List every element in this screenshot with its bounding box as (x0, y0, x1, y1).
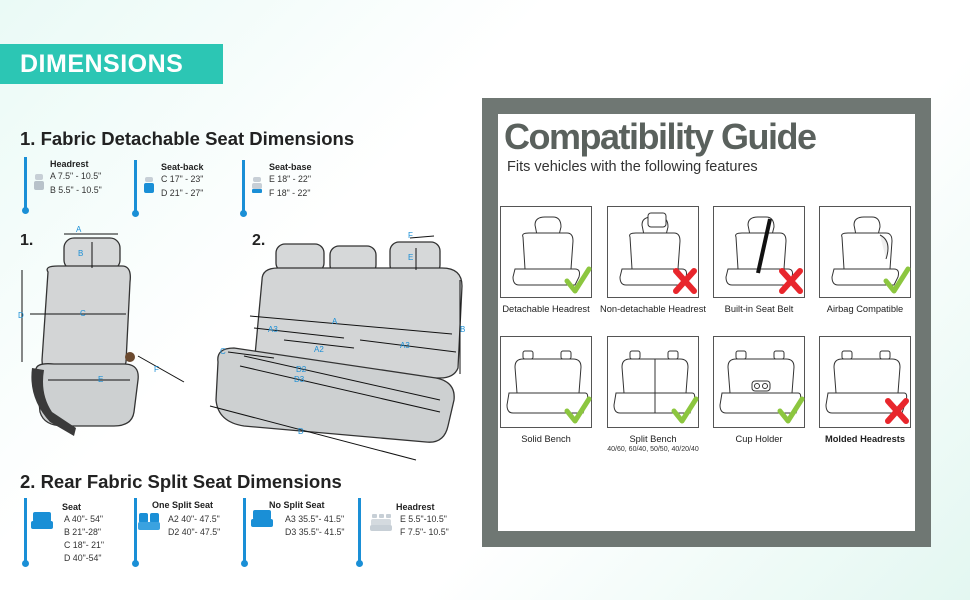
dim-label: D3 (294, 375, 305, 384)
seat-base-icon (251, 177, 263, 193)
spec-header: No Split Seat (269, 500, 325, 510)
dimensions-banner: DIMENSIONS (0, 44, 223, 84)
bucket-seat-diagram (14, 222, 194, 442)
bench-seat-diagram (204, 228, 470, 464)
compat-label: Solid Bench (521, 434, 571, 444)
cross-icon (714, 207, 806, 299)
compat-label: Molded Headrests (824, 434, 906, 444)
compat-image (607, 206, 699, 298)
compat-image (713, 336, 805, 428)
compat-image (500, 206, 592, 298)
spec-row: E 18" - 22" (269, 174, 311, 184)
headrest-icon (33, 174, 45, 190)
seat-back-shape (42, 266, 130, 372)
spec-bar (243, 498, 246, 562)
dim-label: C (80, 309, 86, 318)
spec-no-split (243, 498, 353, 568)
compat-image (607, 336, 699, 428)
spec-bar (134, 498, 137, 562)
figure-number: 2. (252, 232, 266, 249)
compat-label: Detachable Headrest (502, 304, 590, 314)
spec-bar (134, 160, 137, 212)
spec-row: F 18" - 22" (269, 188, 311, 198)
spec-header: One Split Seat (152, 500, 214, 510)
spec-bar (24, 157, 27, 209)
one-split-icon (138, 513, 160, 531)
dim-label: B (78, 249, 84, 258)
section2-title: 2. Rear Fabric Split Seat Dimensions (20, 471, 342, 492)
bench-icon (31, 512, 53, 530)
compat-image (500, 336, 592, 428)
check-icon (501, 207, 593, 299)
dim-label: A3 (400, 341, 410, 350)
compat-label: Cup Holder (735, 434, 783, 444)
spec-header: Seat-base (269, 162, 312, 172)
check-icon (714, 337, 806, 429)
spec-row: A2 40"- 47.5" (168, 514, 220, 524)
dim-label: A (332, 317, 338, 326)
dim-label: D (298, 427, 304, 436)
spec-header: Seat-back (161, 162, 204, 172)
section1-title: 1. Fabric Detachable Seat Dimensions (20, 128, 355, 149)
spec-row: D 21" - 27" (161, 188, 204, 198)
dim-label: A2 (314, 345, 324, 354)
spec-row: A3 35.5"- 41.5" (285, 514, 345, 524)
spec-row: C 17" - 23" (161, 174, 204, 184)
compat-label: Airbag Compatible (826, 304, 904, 314)
cross-icon (608, 207, 700, 299)
check-icon (820, 207, 912, 299)
guide-title: Compatibility Guide (504, 116, 816, 157)
spec-row: D 40"-54" (64, 553, 102, 563)
spec-header: Seat (62, 502, 82, 512)
spec-seat-base (242, 160, 352, 218)
dim-label: E (408, 253, 414, 262)
spec-seat-back (134, 160, 244, 218)
spec-row: D2 40"- 47.5" (168, 527, 221, 537)
spec-seat (24, 498, 134, 568)
no-split-icon (251, 510, 273, 528)
spec-header: Headrest (50, 159, 89, 169)
spec-header: Headrest (396, 502, 435, 512)
compat-image (713, 206, 805, 298)
spec-row: A 40"- 54" (64, 514, 104, 524)
spec-row: A 7.5" - 10.5" (50, 171, 102, 181)
dim-label: A (76, 225, 82, 234)
compat-label: Built-in Seat Belt (724, 304, 794, 314)
compatibility-guide (482, 98, 931, 547)
compat-image (819, 336, 911, 428)
figure-number: 1. (20, 232, 34, 249)
compat-sublabel: 40/60, 60/40, 50/50, 40/20/40 (607, 446, 699, 453)
dim-label: B (460, 325, 466, 334)
spec-bar (358, 498, 361, 562)
spec-bar (24, 498, 27, 562)
dim-label: F (154, 365, 159, 374)
dim-label: D (18, 311, 24, 320)
check-icon (501, 337, 593, 429)
spec-row: D3 35.5"- 41.5" (285, 527, 345, 537)
compat-label: Non-detachable Headrest (600, 304, 706, 314)
compat-label: Split Bench (629, 434, 677, 444)
compat-image (819, 206, 911, 298)
dim-label: A3 (268, 325, 278, 334)
spec-bar (242, 160, 245, 212)
spec-row: E 5.5"-10.5" (400, 514, 447, 524)
spec-headrest (24, 157, 134, 215)
cross-icon (820, 337, 912, 429)
headrest-icon (370, 514, 392, 532)
spec-row: B 5.5" - 10.5" (50, 185, 102, 195)
recline-knob (125, 352, 135, 362)
spec-headrest-rear (358, 498, 468, 568)
guide-subtitle: Fits vehicles with the following features (507, 159, 758, 175)
check-icon (608, 337, 700, 429)
seat-back-icon (143, 177, 155, 193)
dim-label: F (408, 231, 413, 240)
spec-row: B 21"-28" (64, 527, 102, 537)
spec-row: C 18"- 21" (64, 540, 104, 550)
guide-panel (498, 114, 915, 531)
dim-label: C (220, 347, 226, 356)
dim-label: E (98, 375, 104, 384)
spec-row: F 7.5"- 10.5" (400, 527, 449, 537)
spec-one-split (134, 498, 244, 568)
dim-label: D2 (296, 365, 307, 374)
